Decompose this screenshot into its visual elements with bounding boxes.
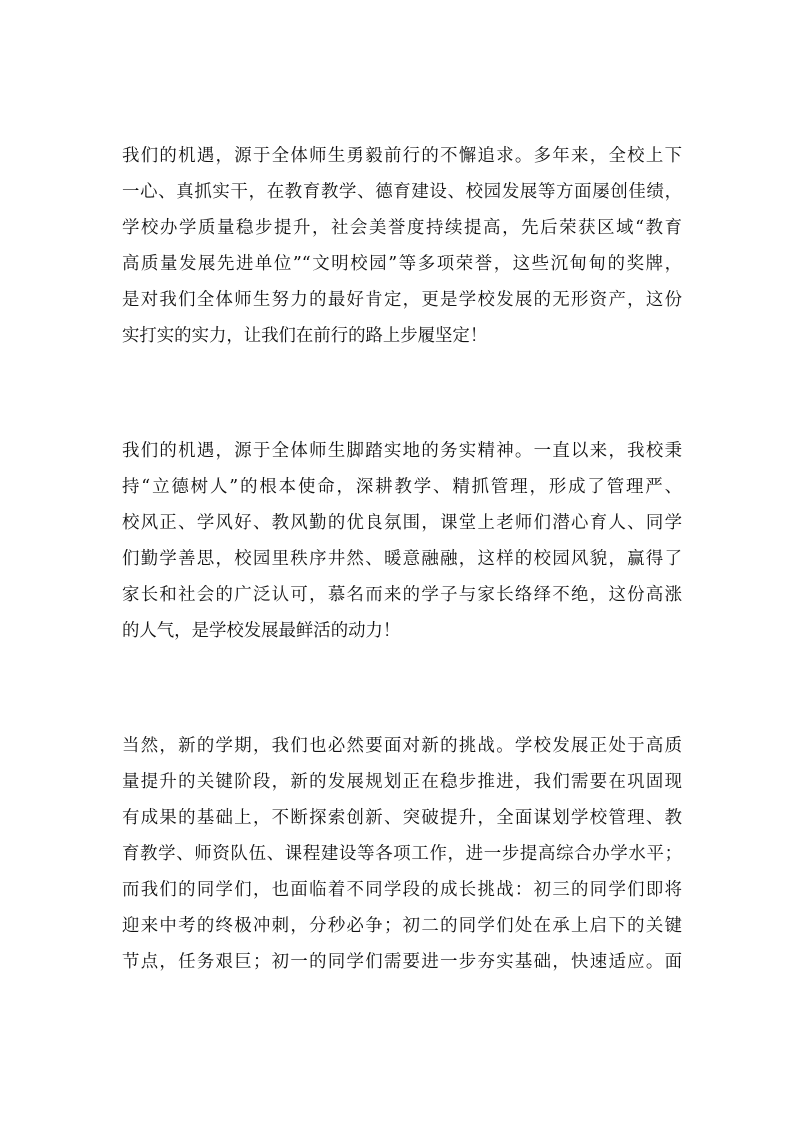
paragraph-1-line-1: 我们的机遇，源于全体师生勇毅前行的不懈追求。多年来，全校上下 bbox=[122, 146, 682, 166]
paragraph-3-line-5: 而我们的同学们，也面临着不同学段的成长挑战：初三的同学们即将 bbox=[122, 880, 682, 900]
paragraph-2-line-5: 家长和社会的广泛认可，慕名而来的学子与家长络绎不绝，这份高涨 bbox=[122, 585, 682, 605]
paragraph-3-line-2: 量提升的关键阶段，新的发展规划正在稳步推进，我们需要在巩固现 bbox=[122, 772, 682, 792]
paragraph-3-line-1: 当然，新的学期，我们也必然要面对新的挑战。学校发展正处于高质 bbox=[122, 736, 682, 756]
paragraph-2-line-6: 的人气，是学校发展最鲜活的动力！ bbox=[122, 621, 401, 641]
paragraph-2-line-4: 们勤学善思，校园里秩序井然、暖意融融，这样的校园风貌，赢得了 bbox=[122, 549, 682, 569]
paragraph-1-line-2: 一心、真抓实干，在教育教学、德育建设、校园发展等方面屡创佳绩， bbox=[122, 182, 682, 202]
paragraph-2-line-1: 我们的机遇，源于全体师生脚踏实地的务实精神。一直以来，我校秉 bbox=[122, 441, 682, 461]
paragraph-1-line-4: 高质量发展先进单位”“文明校园”等多项荣誉，这些沉甸甸的奖牌， bbox=[122, 254, 682, 274]
paragraph-1-line-5: 是对我们全体师生努力的最好肯定，更是学校发展的无形资产，这份 bbox=[122, 290, 682, 310]
paragraph-2-line-3: 校风正、学风好、教风勤的优良氛围，课堂上老师们潜心育人、同学 bbox=[122, 513, 682, 533]
paragraph-1-line-3: 学校办学质量稳步提升，社会美誉度持续提高，先后荣获区域“教育 bbox=[122, 218, 682, 238]
paragraph-3-line-7: 节点，任务艰巨；初一的同学们需要进一步夯实基础，快速适应。面 bbox=[122, 952, 682, 972]
paragraph-1-line-6: 实打实的实力，让我们在前行的路上步履坚定！ bbox=[122, 326, 488, 346]
paragraph-3-line-6: 迎来中考的终极冲刺，分秒必争；初二的同学们处在承上启下的关键 bbox=[122, 916, 682, 936]
paragraph-3-line-3: 有成果的基础上，不断探索创新、突破提升，全面谋划学校管理、教 bbox=[122, 808, 682, 828]
paragraph-3-line-4: 育教学、师资队伍、课程建设等各项工作，进一步提高综合办学水平； bbox=[122, 844, 682, 864]
paragraph-2-line-2: 持“立德树人”的根本使命，深耕教学、精抓管理，形成了管理严、 bbox=[122, 477, 682, 497]
